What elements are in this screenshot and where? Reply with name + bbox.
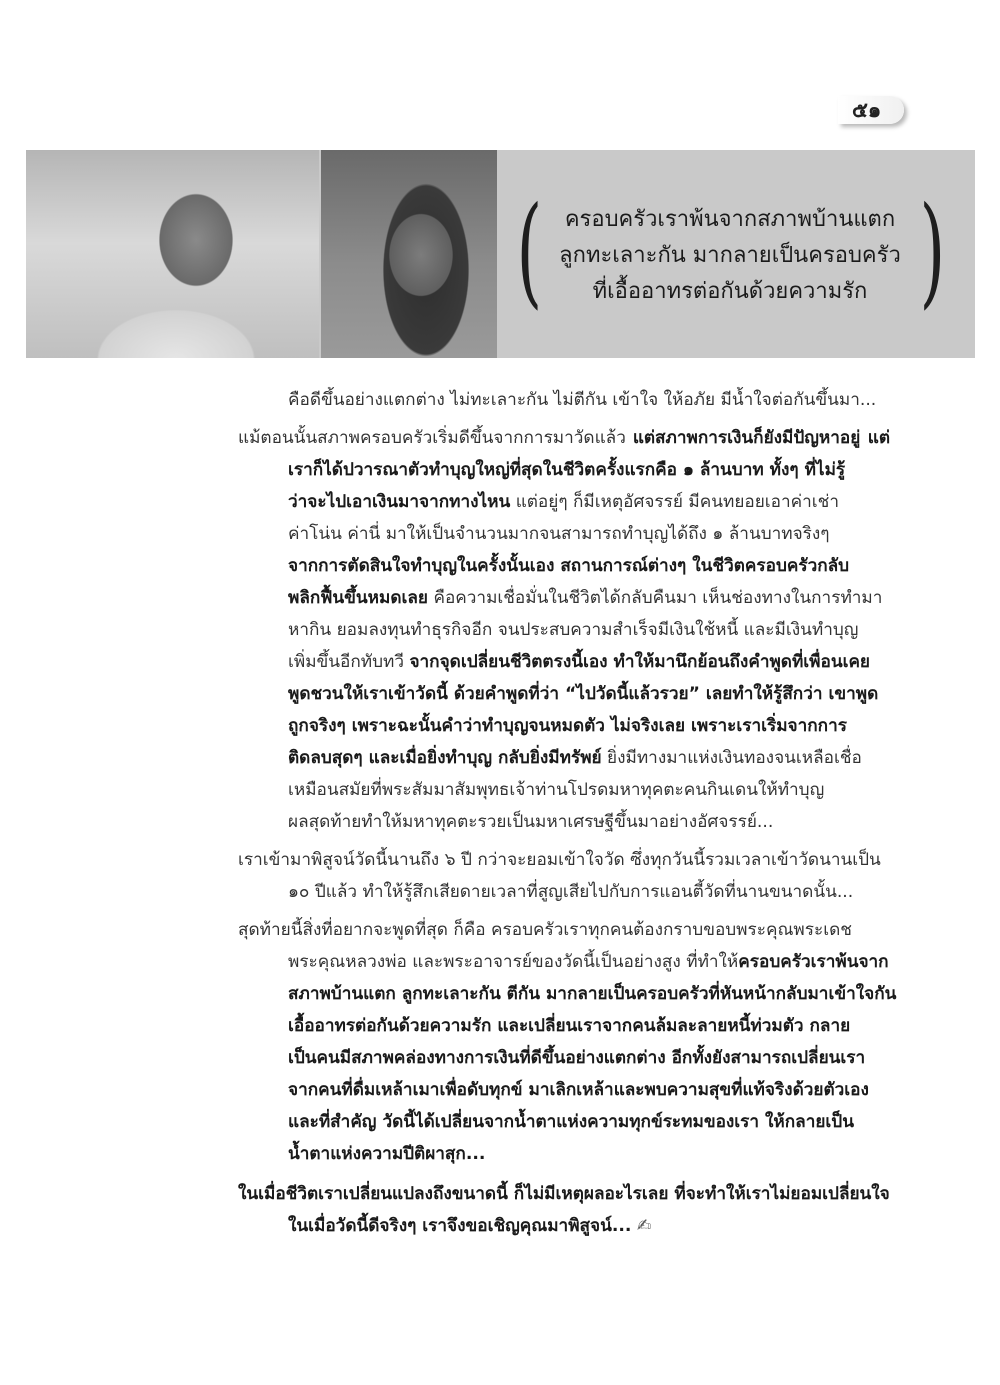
right-parenthesis: ) (919, 182, 946, 321)
text-line (238, 646, 890, 678)
paragraph-5 (238, 1178, 890, 1242)
text-line: เราเข้ามาพิสูจน์วัดนี้นานถึง ๖ ปี กว่าจะยอมเข้าใจวัด ซึ่งทุกวันนี้รวมเวลาเข้าวัดนานเป็น (238, 850, 881, 870)
bold-text-line: จากการตัดสินใจทำบุญในครั้งนั้นเอง สถานการณ์ต่างๆ ในชีวิตครอบครัวกลับ (288, 556, 850, 576)
text-line: ผลสุดท้ายทำให้มหาทุคตะรวยเป็นมหาเศรษฐีขึ้นมาอย่างอัศจรรย์... (288, 812, 774, 832)
text-line (238, 422, 890, 454)
bold-text-line: สภาพบ้านแตก ลูกทะเลาะกัน ตีกัน มากลายเป็นครอบครัวที่หันหน้ากลับมาเข้าใจกัน (288, 984, 897, 1004)
text-line: หากิน ยอมลงทุนทำธุรกิจอีก จนประสบความสำเร็จมีเงินใช้หนี้ และมีเงินทำบุญ (288, 620, 859, 640)
bold-text-run: ว่าจะไปเอาเงินมาจากทางไหน (288, 492, 511, 512)
bold-text-line: เราก็ได้ปวารณาตัวทำบุญใหญ่ที่สุดในชีวิตครั้งแรกคือ ๑ ล้านบาท ทั้งๆ ที่ไม่รู้ (288, 460, 846, 480)
text-line (238, 582, 890, 614)
text-line: ค่าโน่น ค่านี่ มาให้เป็นจำนวนมากจนสามารถทำบุญได้ถึง ๑ ล้านบาทจริงๆ (288, 524, 830, 544)
bold-text-line: เอื้ออาทรต่อกันด้วยความรัก และเปลี่ยนเราจากคนล้มละลายหนี้ท่วมตัว กลาย (288, 1016, 851, 1036)
bold-text-line: พูดชวนให้เราเข้าวัดนี้ ด้วยคำพูดที่ว่า “ไปวัดนี้แล้วรวย” เลยทำให้รู้สึกว่า เขาพูด (288, 684, 879, 704)
pull-quote-line: ครอบครัวเราพ้นจากสภาพบ้านแตก (564, 207, 896, 232)
text-line (238, 1210, 890, 1242)
text-run: แต่อยู่ๆ ก็มีเหตุอัศจรรย์ มีคนทยอยเอาค่าเช่า (510, 492, 839, 512)
text-run: ยิ่งมีทางมาแห่งเงินทองจนเหลือเชื่อ (601, 748, 862, 768)
text-line: สุดท้ายนี้สิ่งที่อยากจะพูดที่สุด ก็คือ ครอบครัวเราทุกคนต้องกราบขอบพระคุณพระเดช (238, 920, 852, 940)
paragraph-3 (238, 844, 890, 908)
page-number: ๕๑ (852, 97, 882, 122)
text-line (238, 946, 890, 978)
pull-quote (516, 182, 946, 321)
bold-text-line: จากคนที่ดื่มเหล้าเมาเพื่อดับทุกข์ มาเลิกเหล้าและพบความสุขที่แท้จริงด้วยตัวเอง (288, 1080, 869, 1100)
text-line: คือดีขึ้นอย่างแตกต่าง ไม่ทะเลาะกัน ไม่ตีกัน เข้าใจ ให้อภัย มีน้ำใจต่อกันขึ้นมา... (288, 390, 877, 410)
bold-text-run: ครอบครัวเราพ้นจาก (738, 952, 889, 972)
text-run: แม้ตอนนั้นสภาพครอบครัวเริ่มดีขึ้นจากการมาวัดแล้ว (238, 428, 633, 448)
text-line (238, 486, 890, 518)
quill-end-icon: ✍ (636, 1216, 652, 1236)
pull-quote-line: ที่เอื้ออาทรต่อกันด้วยความรัก (592, 279, 868, 304)
bold-text-run: แต่สภาพการเงินก็ยังมีปัญหาอยู่ แต่ (632, 428, 890, 448)
bold-text-line: น้ำตาแห่งความปีติผาสุก... (288, 1144, 486, 1164)
bold-text-line: และที่สำคัญ วัดนี้ได้เปลี่ยนจากน้ำตาแห่งความทุกข์ระทมของเรา ให้กลายเป็น (288, 1112, 854, 1132)
bold-text-line: ถูกจริงๆ เพราะฉะนั้นคำว่าทำบุญจนหมดตัว ไม่จริงเลย เพราะเราเริ่มจากการ (288, 716, 847, 736)
bold-text-line: ในเมื่อชีวิตเราเปลี่ยนแปลงถึงขนาดนี้ ก็ไม่มีเหตุผลอะไรเลย ที่จะทำให้เราไม่ยอมเปลี่ยนใจ (238, 1184, 890, 1204)
text-line: เหมือนสมัยที่พระสัมมาสัมพุทธเจ้าท่านโปรดมหาทุคตะคนกินเดนให้ทำบุญ (288, 780, 825, 800)
text-run: เพิ่มขึ้นอีกทับทวี (288, 652, 410, 672)
left-parenthesis: ( (516, 182, 543, 321)
text-run: คือความเชื่อมั่นในชีวิตได้กลับคืนมา เห็นช่องทางในการทำมา (427, 588, 883, 608)
bold-text-run: ติดลบสุดๆ และเมื่อยิ่งทำบุญ กลับยิ่งมีทรัพย์ (288, 748, 602, 768)
bold-text-line: เป็นคนมีสภาพคล่องทางการเงินที่ดีขึ้นอย่างแตกต่าง อีกทั้งยังสามารถเปลี่ยนเรา (288, 1048, 866, 1068)
text-run: พระคุณหลวงพ่อ และพระอาจารย์ของวัดนี้เป็นอย่างสูง ที่ทำให้ (288, 952, 739, 972)
photo-woman-long-hair (321, 150, 497, 358)
photo-woman-smiling (26, 150, 319, 358)
pull-quote-line: ลูกทะเลาะกัน มากลายเป็นครอบครัว (559, 243, 901, 268)
text-line: ๑๐ ปีแล้ว ทำให้รู้สึกเสียดายเวลาที่สูญเสียไปกับการแอนตี้วัดที่นานขนาดนั้น... (288, 882, 854, 902)
article-body (238, 384, 897, 1244)
bold-text-run: จากจุดเปลี่ยนชีวิตตรงนี้เอง ทำให้มานึกย้อนถึงคำพูดที่เพื่อนเคย (409, 652, 871, 672)
paragraph-2 (238, 422, 890, 838)
paragraph-1 (238, 384, 890, 416)
bold-text-run: พลิกฟื้นขึ้นหมดเลย (288, 588, 428, 608)
bold-text-run: ในเมื่อวัดนี้ดีจริงๆ เราจึงขอเชิญคุณมาพิสูจน์... (288, 1216, 632, 1236)
pull-quote-text (544, 202, 916, 310)
paragraph-4 (238, 914, 897, 1170)
page-number-tab (838, 96, 904, 124)
text-line (238, 742, 890, 774)
